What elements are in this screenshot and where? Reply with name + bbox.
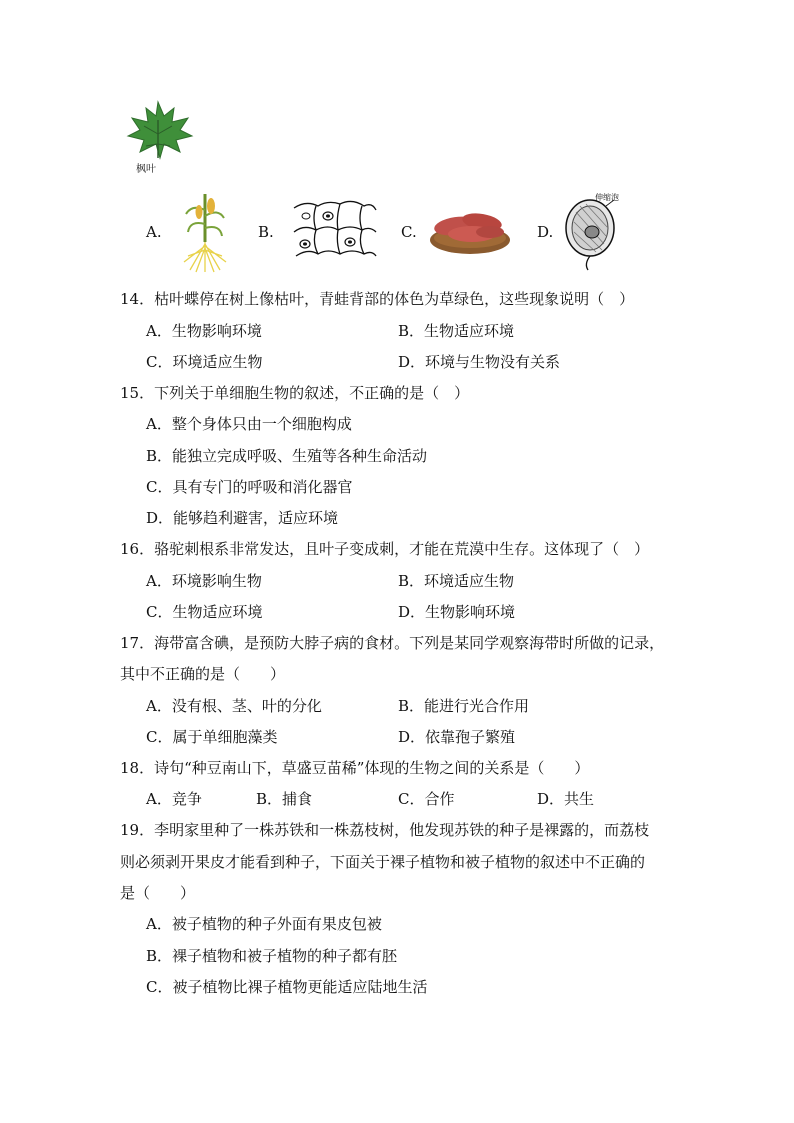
question-17-stem-line-2: 其中不正确的是（ ） [120, 665, 286, 683]
corn-plant-icon [180, 190, 230, 274]
question-16-stem: 16．骆驼刺根系非常发达，且叶子变成刺，才能在荒漠中生存。这体现了（ ） [120, 540, 650, 558]
q18-option-c: C．合作 [398, 790, 455, 808]
q17-option-a: A．没有根、茎、叶的分化 [146, 697, 322, 715]
q14-option-a: A．生物影响环境 [146, 322, 262, 340]
cell-tissue-icon [292, 198, 378, 262]
q14-option-b: B．生物适应环境 [398, 322, 515, 340]
image-option-c-label: C. [401, 223, 417, 241]
q15-option-c: C．具有专门的呼吸和消化器官 [146, 478, 353, 496]
q15-option-a: A．整个身体只由一个细胞构成 [146, 415, 352, 433]
q18-option-b: B．捕食 [256, 790, 313, 808]
question-19-stem-line-1: 19．李明家里种了一株苏铁和一株荔枝树，他发现苏铁的种子是裸露的，而荔枝 [120, 821, 650, 839]
q18-option-d: D．共生 [537, 790, 595, 808]
sweet-potato-basket-icon [428, 204, 512, 256]
question-17-stem-line-1: 17．海带富含碘，是预防大脖子病的食材。下列是某同学观察海带时所做的记录， [120, 634, 665, 652]
question-19-stem-line-2: 则必须剥开果皮才能看到种子，下面关于裸子植物和被子植物的叙述中不正确的 [120, 853, 646, 871]
question-15-stem: 15．下列关于单细胞生物的叙述，不正确的是（ ） [120, 384, 470, 402]
maple-leaf-caption: 枫叶 [136, 164, 156, 175]
q16-option-d: D．生物影响环境 [398, 603, 516, 621]
q14-option-c: C．环境适应生物 [146, 353, 263, 371]
organism-annotation: 伸缩泡 [595, 193, 619, 202]
q17-option-b: B．能进行光合作用 [398, 697, 530, 715]
q16-option-a: A．环境影响生物 [146, 572, 262, 590]
maple-leaf-figure [124, 100, 194, 180]
q15-option-d: D．能够趋利避害，适应环境 [146, 509, 339, 527]
image-option-d-label: D. [537, 223, 554, 241]
question-19-stem-line-3: 是（ ） [120, 884, 196, 902]
q18-option-a: A．竞争 [146, 790, 202, 808]
q17-option-c: C．属于单细胞藻类 [146, 728, 278, 746]
question-14-stem: 14．枯叶蝶停在树上像枯叶，青蛙背部的体色为草绿色，这些现象说明（ ） [120, 290, 635, 308]
q19-option-c: C．被子植物比裸子植物更能适应陆地生活 [146, 978, 428, 996]
question-18-stem: 18．诗句“种豆南山下，草盛豆苗稀”体现的生物之间的关系是（ ） [120, 759, 590, 777]
single-cell-organism-icon [562, 192, 624, 272]
q15-option-b: B．能独立完成呼吸、生殖等各种生命活动 [146, 447, 428, 465]
image-option-b-label: B. [258, 223, 274, 241]
q14-option-d: D．环境与生物没有关系 [398, 353, 561, 371]
q17-option-d: D．依靠孢子繁殖 [398, 728, 516, 746]
maple-leaf-icon [124, 100, 194, 162]
q19-option-a: A．被子植物的种子外面有果皮包被 [146, 915, 382, 933]
q19-option-b: B．裸子植物和被子植物的种子都有胚 [146, 947, 398, 965]
q16-option-c: C．生物适应环境 [146, 603, 263, 621]
image-option-a-label: A. [146, 223, 162, 241]
q16-option-b: B．环境适应生物 [398, 572, 515, 590]
